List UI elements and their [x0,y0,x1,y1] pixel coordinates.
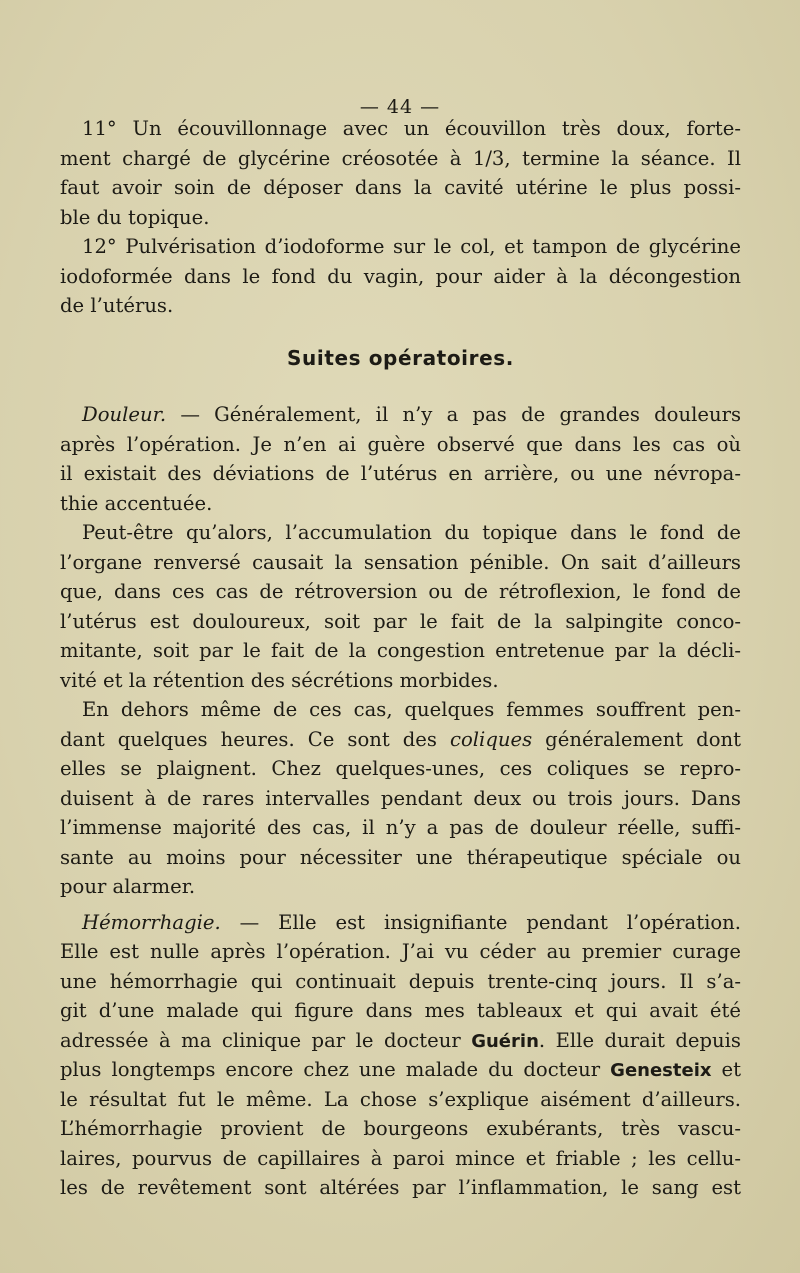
text-line: une hémorrhagie qui continuait depuis trente-cinq jours. Il s’a- [60,969,741,993]
text-line: faut avoir soin de déposer dans la cavité utérine le plus possi- [60,176,741,199]
page-number: — 44 — [359,96,441,118]
text-line: git d’une malade qui figure dans mes tableaux et qui avait été [60,999,741,1022]
text-line: elles se plaignent. Chez quelques-unes, ces coliques se repro- [60,757,741,780]
text-fragment: plus longtemps encore chez une malade du docteur [60,1058,611,1081]
text-line: Peut-être qu’alors, l’accumulation du topique dans le fond de [82,521,741,544]
text-fragment: adressée à ma clinique par le docteur [60,1028,472,1052]
body-text [60,114,741,1203]
text-line: l’organe renversé causait la sensation pénible. On sait d’ailleurs [60,550,741,574]
paragraph-douleur [60,400,741,518]
text-line: ment chargé de glycérine créosotée à 1/3, termine la séance. Il [60,146,741,170]
paragraph-item-12 [60,232,741,321]
paragraph-item-11 [60,114,741,232]
name-guerin: Guérin [471,1030,539,1052]
text-line: laires, pourvus de capillaires à paroi mince et friable ; les cellu- [60,1146,741,1170]
text-fragment: — Elle est insignifiante pendant l’opération. [220,910,741,934]
text-line: pour alarmer. [60,875,196,898]
text-fragment: dant quelques heures. Ce sont des [60,727,451,751]
text-line: duisent à de rares intervalles pendant deux ou trois jours. Dans [60,786,741,810]
emphasis-coliques: coliques [450,727,533,751]
subheading-hemorragie: Hémorrhagie. [82,910,221,934]
text-line: de l’utérus. [60,294,174,317]
text-line: sante au moins pour nécessiter une thérapeutique spéciale ou [60,845,741,869]
text-fragment: . Elle durait depuis [538,1028,741,1052]
text-line [60,908,741,938]
text-fragment: généralement dont [532,727,741,751]
text-line: L’hémorrhagie provient de bourgeons exubérants, très vascu- [60,1117,741,1140]
text-line: Elle est nulle après l’opération. J’ai vu céder au premier curage [60,940,741,963]
text-line: 11° Un écouvillonnage avec un écouvillon très doux, forte- [82,117,741,140]
text-line: mitante, soit par le fait de la congestion entretenue par la décli- [60,639,741,662]
text-line [60,1055,741,1085]
paragraph-peut-etre [60,518,741,695]
text-line: ble du topique. [60,205,210,229]
name-genesteix: Genesteix [610,1060,712,1081]
text-line: que, dans ces cas de rétroversion ou de rétroflexion, le fond de [60,580,741,603]
text-line: les de revêtement sont altérées par l’inflammation, le sang est [60,1176,741,1199]
text-line: le résultat fut le même. La chose s’explique aisément d’ailleurs. [60,1087,741,1111]
text-line: l’utérus est douloureux, soit par le fait de la salpingite conco- [60,609,741,633]
text-line [60,1026,741,1056]
section-title: Suites opératoires. [287,345,514,370]
text-line: vité et la rétention des sécrétions morbides. [60,668,499,692]
text-line: après l’opération. Je n’en ai guère observé que dans les cas où [60,432,741,456]
paragraph-en-dehors [60,695,741,902]
paragraph-hemorragie [60,908,741,1203]
text-line: thie accentuée. [60,491,213,515]
text-fragment: et [711,1058,741,1081]
text-line: l’immense majorité des cas, il n’y a pas de douleur réelle, suffi- [60,816,741,839]
text-fragment: — Généralement, il n’y a pas de grandes douleurs [166,403,741,426]
subheading-douleur: Douleur. [82,403,167,426]
text-line [60,725,741,755]
text-line [60,400,741,430]
text-line: il existait des déviations de l’utérus en arrière, ou une névropa- [60,462,741,485]
text-line: 12° Pulvérisation d’iodoforme sur le col, et tampon de glycérine [82,235,741,258]
text-line: iodoformée dans le fond du vagin, pour aider à la décongestion [60,264,741,288]
text-line: En dehors même de ces cas, quelques femmes souffrent pen- [82,698,741,721]
